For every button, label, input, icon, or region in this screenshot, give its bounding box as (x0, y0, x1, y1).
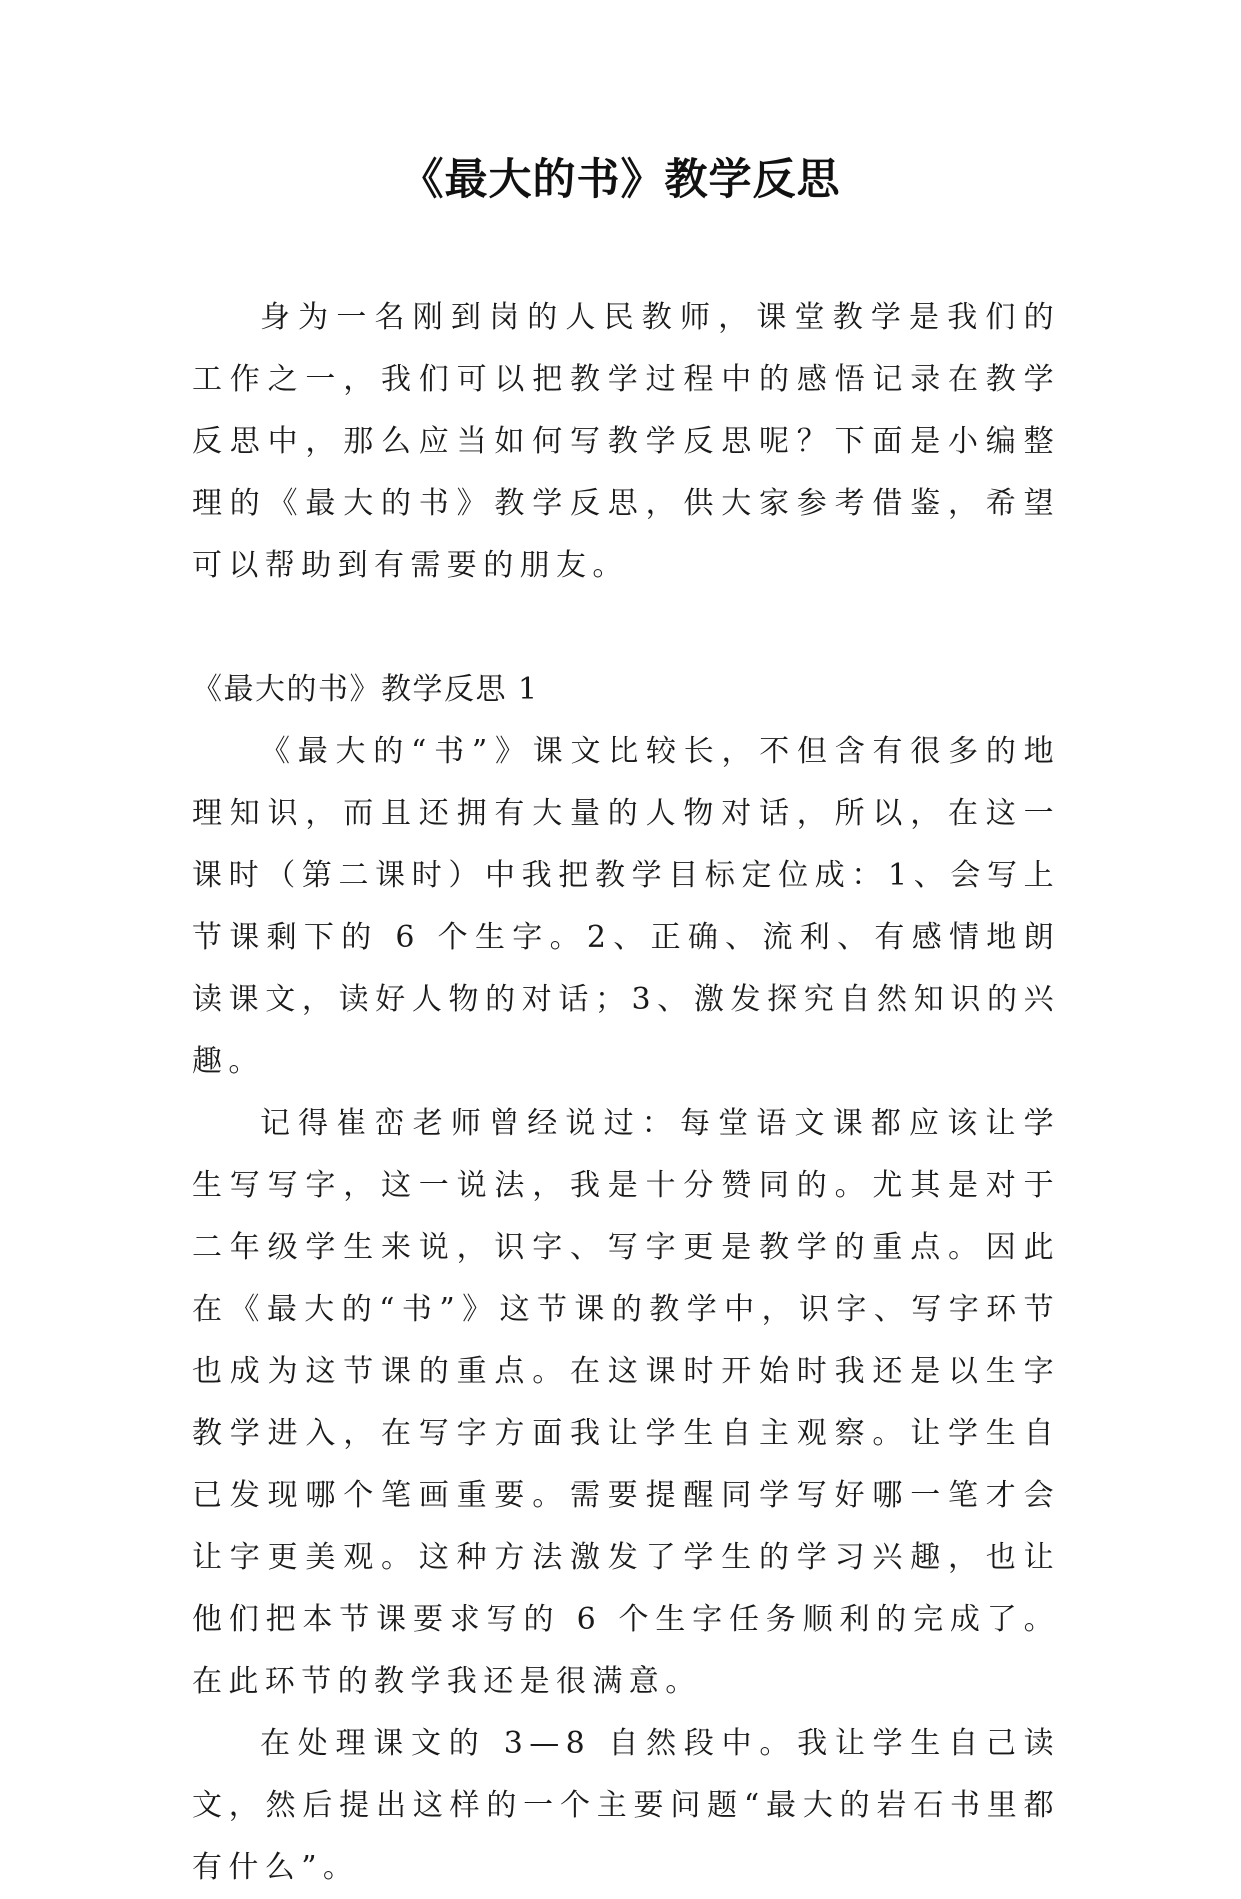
section-paragraph-1: 《最大的“书”》课文比较长，不但含有很多的地理知识，而且还拥有大量的人物对话，所以，在这一课时（第二课时）中我把教学目标定位成：1、会写上节课剩下的 6 个生字。2、正确、流利、有感情地朗读课文，读好人物的对话；3、激发探究自然知识的兴趣。 (192, 734, 1060, 1079)
section-heading: 《最大的书》教学反思 1 (192, 672, 539, 707)
intro-paragraph: 身为一名刚到岗的人民教师，课堂教学是我们的工作之一，我们可以把教学过程中的感悟记录在教学反思中，那么应当如何写教学反思呢？下面是小编整理的《最大的书》教学反思，供大家参考借鉴，希望可以帮助到有需要的朋友。 (192, 300, 1060, 583)
section-paragraph-3: 在处理课文的 3—8 自然段中。我让学生自己读文，然后提出这样的一个主要问题“最大的岩石书里都有什么”。 (192, 1726, 1060, 1885)
document-body (192, 287, 1060, 1899)
section-paragraph-2: 记得崔峦老师曾经说过：每堂语文课都应该让学生写写字，这一说法，我是十分赞同的。尤其是对于二年级学生来说，识字、写字更是教学的重点。因此在《最大的“书”》这节课的教学中，识字、写字环节也成为这节课的重点。在这课时开始时我还是以生字教学进入，在写字方面我让学生自主观察。让学生自已发现哪个笔画重要。需要提醒同学写好哪一笔才会让字更美观。这种方法激发了学生的学习兴趣，也让他们把本节课要求写的 6 个生字任务顺利的完成了。在此环节的教学我还是很满意。 (192, 1106, 1060, 1699)
document-title: 《最大的书》教学反思 (400, 155, 841, 205)
